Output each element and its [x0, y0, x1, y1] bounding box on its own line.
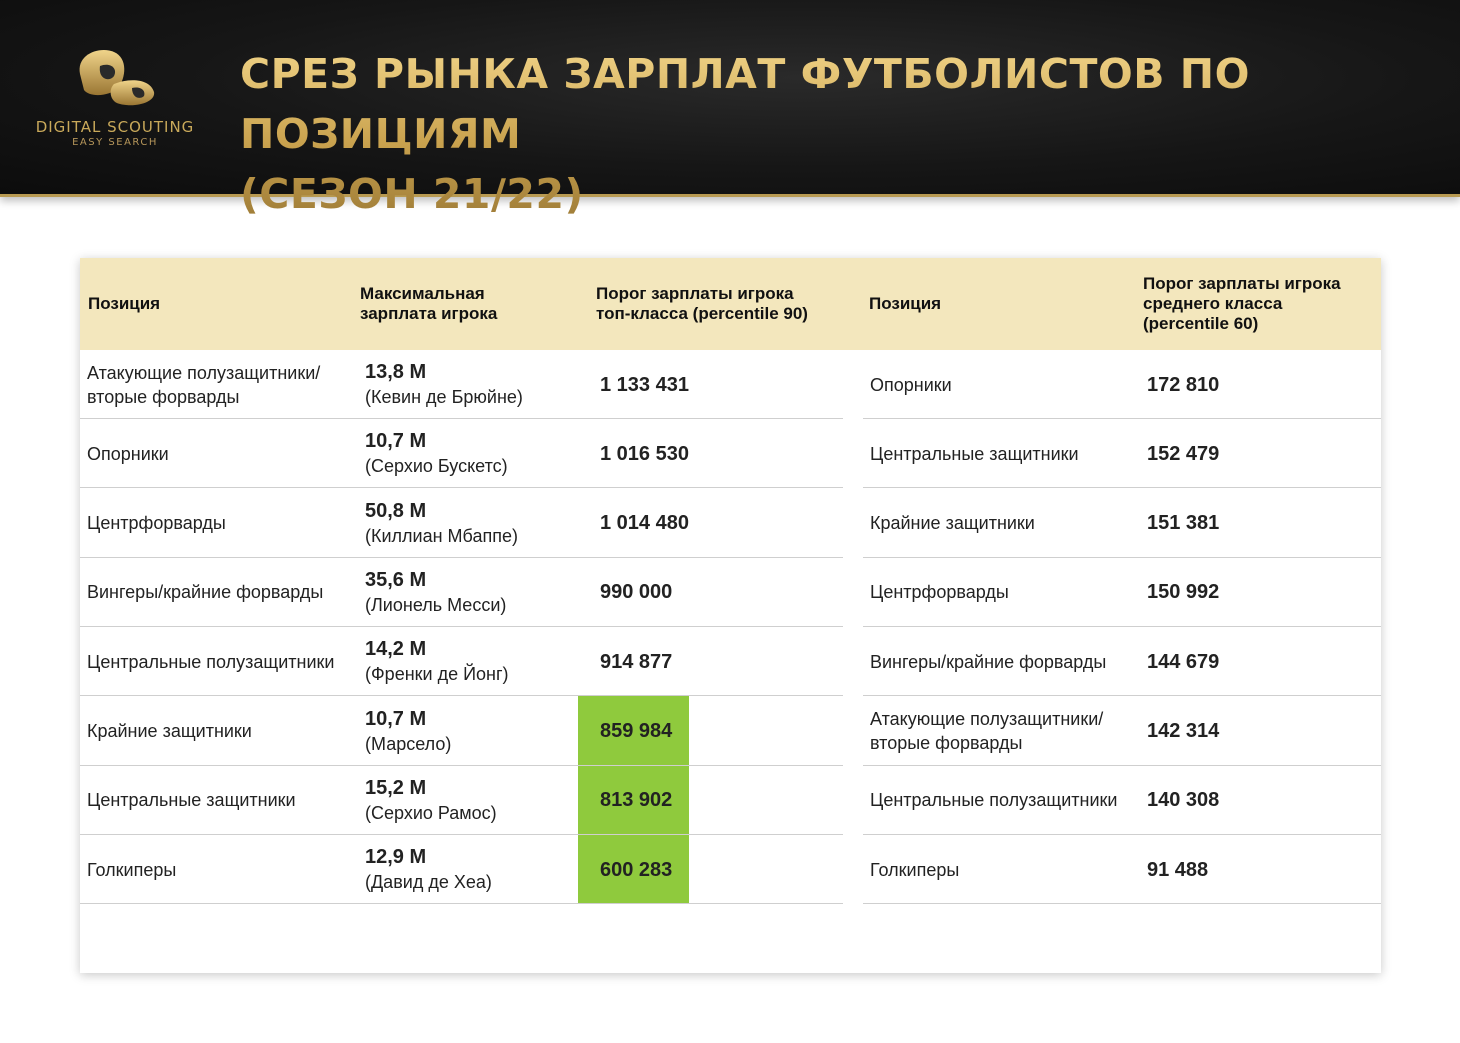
position-label: [87, 858, 176, 882]
position-cell: [87, 697, 352, 766]
header-mid-threshold: Порог зарплаты игрока среднего класса (percentile 60): [1143, 274, 1341, 333]
max-salary-cell: [365, 697, 575, 766]
mid-threshold-value: 152 479: [1147, 442, 1220, 465]
mid-threshold-value: 144 679: [1147, 650, 1220, 673]
position-cell: [870, 489, 1130, 558]
table-row: [863, 627, 1381, 696]
top-threshold-value: 990 000: [600, 581, 673, 604]
table-row: [863, 766, 1381, 835]
position-cell: [870, 835, 1130, 904]
max-salary-cell: [365, 489, 575, 558]
text-line: Крайние защитники: [870, 513, 1035, 534]
max-salary-cell: [365, 558, 575, 627]
title-line-2: (СЕЗОН 21/22): [240, 170, 584, 218]
max-salary-value: 14,2 M: [365, 638, 427, 661]
position-cell: [870, 419, 1130, 488]
text-line: Вингеры/крайние форварды: [87, 582, 324, 603]
player-name: (Серхио Бускетс): [365, 456, 508, 477]
table-row: [863, 489, 1381, 558]
header-top-threshold: Порог зарплаты игрока топ-класса (percentile 90): [596, 284, 808, 323]
title-line-1: СРЕЗ РЫНКА ЗАРПЛАТ ФУТБОЛИСТОВ ПО ПОЗИЦИЯМ: [240, 50, 1250, 158]
max-salary-cell: [365, 419, 575, 488]
top-threshold-value: 914 877: [600, 650, 673, 673]
table-row: [80, 419, 843, 488]
player-name: (Лионель Месси): [365, 594, 507, 615]
scout-logo-icon: [70, 44, 160, 114]
position-cell: [87, 766, 352, 835]
max-salary-value: 10,7 M: [365, 707, 427, 730]
mid-threshold-value: 150 992: [1147, 581, 1220, 604]
position-label: [870, 707, 1103, 755]
table-row: [80, 835, 843, 904]
position-cell: [87, 419, 352, 488]
text-line: Вингеры/крайние форварды: [870, 651, 1107, 672]
text-line: Центральные полузащитники: [870, 790, 1118, 811]
position-cell: [870, 697, 1130, 766]
mid-threshold-value: 151 381: [1147, 512, 1220, 535]
player-name: (Френки де Йонг): [365, 664, 509, 685]
table-row: [863, 558, 1381, 627]
position-label: [87, 442, 169, 466]
player-name: (Давид де Хеа): [365, 872, 492, 893]
mid-threshold-value: 140 308: [1147, 789, 1220, 812]
position-label: [87, 361, 320, 409]
position-label: [870, 580, 1009, 604]
position-label: [870, 511, 1035, 535]
position-label: [87, 719, 252, 743]
max-salary-cell: [365, 766, 575, 835]
mid-threshold-value: 91 488: [1147, 858, 1209, 881]
text-line: Голкиперы: [87, 859, 177, 880]
max-salary-value: 35,6 M: [365, 568, 427, 591]
text-line: Крайние защитники: [87, 721, 252, 741]
table-row: [80, 697, 843, 766]
position-cell: [87, 350, 352, 419]
player-name: (Серхио Рамос): [365, 802, 497, 823]
top-threshold-value: 859 984: [600, 720, 673, 742]
row-divider: [863, 903, 1381, 904]
table-row: [863, 697, 1381, 766]
logo: [30, 44, 200, 154]
text-line: Голкиперы: [870, 859, 960, 880]
player-name: (Марсело): [365, 733, 452, 754]
position-label: [87, 511, 226, 535]
position-cell: [870, 558, 1130, 627]
position-label: [870, 442, 1079, 466]
top-threshold-value: 813 902: [600, 789, 673, 812]
max-salary-cell: [365, 835, 575, 904]
position-cell: [87, 558, 352, 627]
max-salary-value: 15,2 M: [365, 776, 427, 799]
top-threshold-value: 1 133 431: [600, 373, 689, 396]
position-label: [870, 373, 952, 397]
text-line: Центрфорварды: [870, 582, 1009, 603]
table-row: [80, 766, 843, 835]
table-row: [80, 489, 843, 558]
position-cell: [870, 627, 1130, 696]
position-label: [870, 650, 1106, 674]
table-row: [863, 835, 1381, 904]
table-row: [80, 627, 843, 696]
logo-text: DIGITAL SCOUTING: [35, 118, 195, 136]
text-line: вторые форварды: [870, 733, 1023, 753]
max-salary-cell: [365, 350, 575, 419]
table-row: [80, 558, 843, 627]
mid-threshold-value: 172 810: [1147, 373, 1220, 396]
text-line: Центральные защитники: [87, 790, 296, 811]
player-name: (Киллиан Мбаппе): [365, 525, 518, 546]
position-cell: [87, 835, 352, 904]
text-line: Атакующие полузащитники/: [870, 709, 1104, 729]
text-line: Центральные полузащитники: [87, 651, 335, 672]
top-threshold-value: 1 016 530: [600, 442, 689, 465]
text-line: Опорники: [87, 443, 169, 464]
text-line: вторые форварды: [87, 386, 240, 407]
position-cell: [87, 627, 352, 696]
text-line: Опорники: [870, 374, 952, 395]
mid-threshold-value: 142 314: [1147, 720, 1220, 742]
text-line: Центрфорварды: [87, 513, 226, 534]
position-cell: [87, 489, 352, 558]
header-banner: [0, 0, 1460, 218]
position-cell: [870, 350, 1130, 419]
position-label: [87, 788, 296, 812]
max-salary-value: 13,8 M: [365, 361, 427, 383]
table-header-row: [80, 258, 1381, 350]
logo-subtext: EASY SEARCH: [72, 137, 158, 148]
position-cell: [870, 766, 1130, 835]
position-label: [87, 580, 323, 604]
max-salary-value: 10,7 M: [365, 430, 427, 453]
header-position-right: Позиция: [869, 294, 942, 313]
max-salary-value: 50,8 M: [365, 499, 427, 522]
table-row: [863, 419, 1381, 488]
position-label: [870, 858, 959, 882]
table-row: [863, 350, 1381, 419]
player-name: (Кевин де Брюйне): [365, 387, 523, 407]
header-position-left: Позиция: [88, 294, 161, 313]
position-label: [87, 650, 334, 674]
table-row: [80, 350, 843, 419]
text-line: Атакующие полузащитники/: [87, 362, 321, 383]
text-line: Центральные защитники: [870, 443, 1079, 464]
top-threshold-value: 600 283: [600, 858, 673, 881]
page-title: [240, 44, 1430, 224]
position-label: [870, 788, 1117, 812]
max-salary-cell: [365, 627, 575, 696]
top-threshold-value: 1 014 480: [600, 512, 689, 535]
row-divider: [80, 903, 843, 904]
salary-table-panel: [80, 258, 1381, 973]
max-salary-value: 12,9 M: [365, 846, 427, 869]
header-max-salary: Максимальная зарплата игрока: [360, 284, 498, 323]
